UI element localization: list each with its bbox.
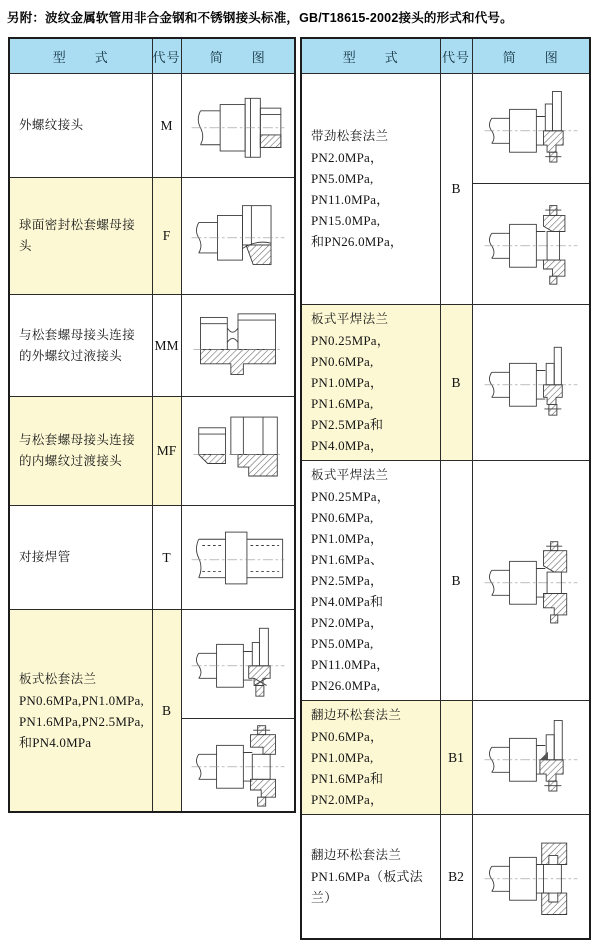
type-line: PN1.6MPa,PN2.5MPa, [19,713,144,729]
flared-ring-flange-b2-diagram-icon [481,834,581,920]
type-line: 和PN4.0MPa [19,734,92,750]
type-line: PN0.25MPa，PN0.6MPa, [311,489,390,525]
type-line: PN11.0MPa，PN15.0MPa, [311,192,390,228]
type-text: 外螺纹接头 [19,118,84,132]
neck-loose-flange-b-diagram-icon [481,201,581,287]
butt-weld-pipe-diagram-icon [188,515,288,601]
type-cell [301,74,440,305]
code-cell: MM [152,295,181,397]
diagram-cell [181,178,295,295]
fittings-table-left [8,37,296,813]
type-line: PN0.25MPa，PN0.6MPa, [311,333,390,369]
type-cell [9,610,152,813]
header-type: 型 式 [301,38,440,74]
diagram-cell [181,610,295,719]
type-line: 翻边环松套法兰 [311,848,402,862]
code-cell: M [152,74,181,178]
header-diagram: 简 图 [472,38,590,74]
flat-weld-flange-a-diagram-icon [481,340,581,426]
code-cell: B [440,305,472,461]
diagram-cell [181,719,295,813]
type-line: PN0.6MPa,PN1.0MPa, [19,692,144,708]
male-female-adapter-diagram-icon [188,408,288,494]
type-cell [9,397,152,506]
type-cell [301,701,440,815]
code-cell: F [152,178,181,295]
type-cell [301,305,440,461]
diagram-cell [181,397,295,506]
type-line: 板式平焊法兰 [311,468,389,482]
diagram-cell [472,184,590,305]
page-title: 另附：波纹金属软管用非合金钢和不锈钢接头标准，GB/T18615-2002接头的形式和代号。 [7,11,513,25]
type-cell [9,506,152,610]
double-male-adapter-diagram-icon [188,303,288,389]
flat-weld-flange-b-diagram-icon [481,538,581,624]
type-text: 与松套螺母接头连接的内螺纹过渡接头 [19,433,136,468]
diagram-cell [472,305,590,461]
flared-ring-flange-b1-diagram-icon [481,715,581,801]
header-type: 型 式 [9,38,152,74]
external-thread-joint-diagram-icon [188,83,288,169]
plate-loose-flange-b-diagram-icon [188,722,288,808]
type-line: PN1.6MPa（板式法兰） [311,869,423,905]
type-line: PN2.0MPa，PN5.0MPa, [311,615,384,651]
code-cell: B2 [440,815,472,940]
fittings-table-right [300,37,591,940]
type-line: PN2.0MPa，PN5.0MPa, [311,150,384,186]
type-cell [9,74,152,178]
type-text: 与松套螺母接头连接的外螺纹过液接头 [19,327,136,363]
type-line: PN2.5MPa，PN4.0MPa和 [311,573,384,609]
header-code: 代号 [440,38,472,74]
neck-loose-flange-a-diagram-icon [481,86,581,172]
diagram-cell [472,74,590,184]
code-cell: B [440,74,472,305]
type-cell [9,178,152,295]
diagram-cell [181,506,295,610]
type-line: PN11.0MPa，PN26.0MPa, [311,657,390,693]
type-line: 翻边环松套法兰 [311,708,402,722]
type-line: 和PN26.0MPa， [311,234,404,249]
diagram-cell [181,74,295,178]
type-line: PN1.6MPa和PN2.0MPa， [311,771,384,807]
code-cell: B [152,610,181,813]
type-text: 对接焊管 [19,550,71,564]
type-line: 带劲松套法兰 [311,129,389,143]
type-line: PN1.0MPa，PN1.6MPa、 [311,531,384,567]
type-cell [9,295,152,397]
type-line: PN0.6MPa，PN1.0MPa, [311,729,384,765]
code-cell: MF [152,397,181,506]
sphere-seal-nut-joint-diagram-icon [188,193,288,279]
header-diagram: 简 图 [181,38,295,74]
type-cell [301,461,440,701]
diagram-cell [472,815,590,940]
type-line: 板式松套法兰 [19,671,97,686]
type-line: PN2.5MPa和PN4.0MPa， [311,417,384,453]
code-cell: B [440,461,472,701]
code-cell: T [152,506,181,610]
type-cell [301,815,440,940]
code-cell: B1 [440,701,472,815]
diagram-cell [472,461,590,701]
type-line: 板式平焊法兰 [311,312,389,326]
plate-loose-flange-a-diagram-icon [188,621,288,707]
header-code: 代号 [152,38,181,74]
type-text: 球面密封松套螺母接头 [19,218,136,253]
type-line: PN1.0MPa，PN1.6MPa, [311,375,384,411]
diagram-cell [181,295,295,397]
diagram-cell [472,701,590,815]
